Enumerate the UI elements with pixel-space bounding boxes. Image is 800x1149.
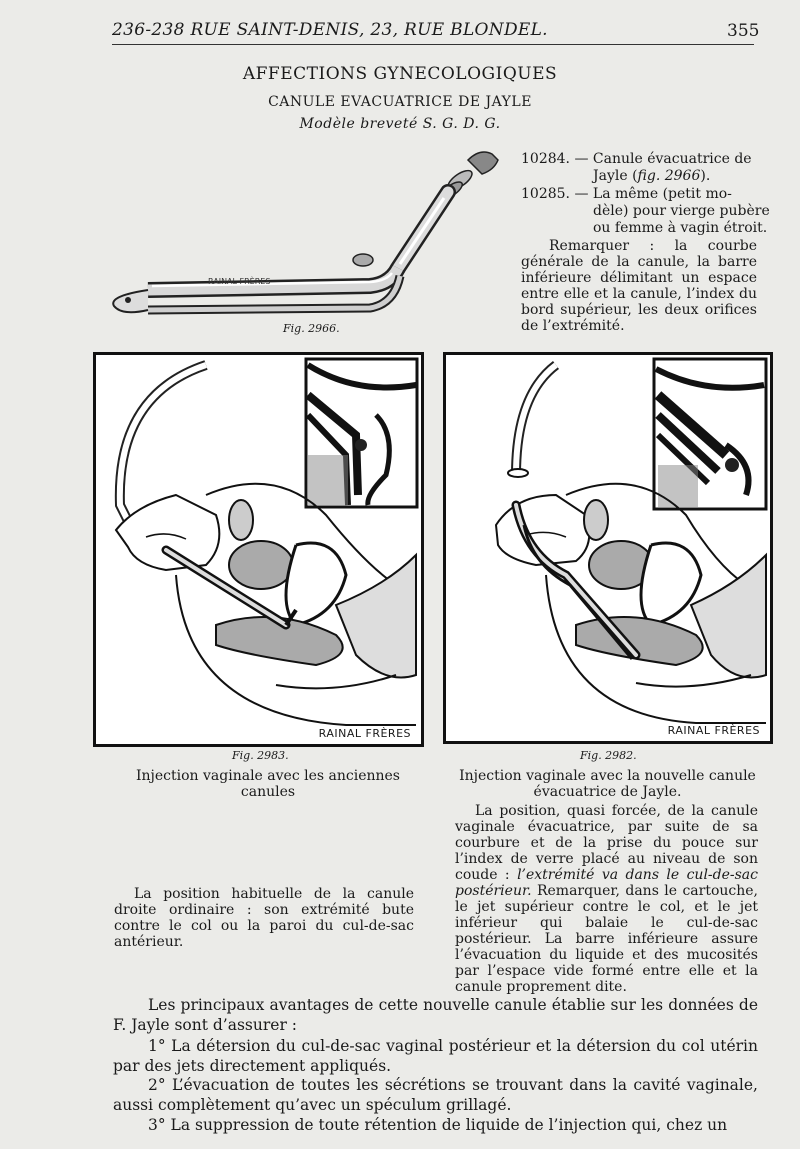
- ref-text: dèle) pour vierge pubère: [593, 203, 770, 219]
- advantage-3: 3° La suppression de toute rétention de liquide de l’injection qui, chez un: [148, 1116, 728, 1134]
- cannula-engraving: RAINAL FRÈRES: [208, 277, 271, 286]
- intro-paragraph: Les principaux avantages de cette nouvelle canule établie sur les données de F. Jayle sont d’assurer :: [113, 996, 758, 1034]
- remark-paragraph: Remarquer : la courbe générale de la canule, la barre inférieure délimitant un espace entre elle et la canule, l’index du bord supérieur, les deux orifices de l’extrémité.: [521, 238, 757, 334]
- ref-code: 10284.: [521, 151, 570, 167]
- section-title: AFFECTIONS GYNECOLOGIQUES: [242, 64, 558, 84]
- panel-left-caption: Injection vaginale avec les anciennes canules: [136, 768, 400, 800]
- figure-caption-2982: Fig. 2982.: [580, 749, 637, 762]
- advantage-2: 2° L’évacuation de toutes les sécrétions se trouvant dans la cavité vaginale, aussi complètement qu’avec un spéculum grillagé.: [113, 1076, 758, 1114]
- figure-panel-2983: [93, 352, 424, 747]
- illustrator-stamp: RAINAL FRÈRES: [318, 727, 411, 740]
- model-subtitle: Modèle breveté S. G. D. G.: [299, 116, 501, 132]
- ref-text: ou femme à vagin étroit.: [593, 220, 768, 236]
- panel-right-caption: Injection vaginale avec la nouvelle canule évacuatrice de Jayle.: [459, 768, 756, 800]
- running-header: 236-238 RUE SAINT-DENIS, 23, RUE BLONDEL.: [112, 20, 548, 40]
- page-number: 355: [727, 21, 760, 41]
- fig-ref: fig. 2966: [637, 168, 701, 184]
- ref-text: ).: [700, 168, 711, 184]
- desc-emphasis: l’extrémité va dans le cul-de-sac postérieur.: [455, 867, 758, 899]
- illustrator-stamp: RAINAL FRÈRES: [667, 724, 760, 737]
- ref-text: — Canule évacuatrice de: [574, 151, 752, 167]
- desc-text: La position, quasi forcée, de la canule vaginale évacuatrice, par suite de sa courbure et de la prise du pouce sur l’index de verre placé au niveau de son coude :: [455, 803, 758, 883]
- cannula-illustration: [108, 140, 508, 330]
- advantage-1: 1° La détersion du cul-de-sac vaginal postérieur et la détersion du col utérin par des jets directement appliqués.: [113, 1037, 758, 1075]
- figure-panel-2982: [443, 352, 773, 744]
- figure-caption-2983: Fig. 2983.: [232, 749, 289, 762]
- ref-text: Jayle (: [593, 168, 638, 184]
- ref-code: 10285.: [521, 186, 570, 202]
- anatomical-illustration-old-cannula: [96, 355, 421, 744]
- anatomical-illustration-new-cannula: [446, 355, 770, 741]
- header-rule: [112, 44, 754, 45]
- figure-caption-2966: Fig. 2966.: [283, 322, 340, 335]
- ref-text: — La même (petit mo-: [574, 186, 732, 202]
- product-title: CANULE EVACUATRICE DE JAYLE: [268, 94, 532, 110]
- product-ref-10284: [521, 151, 757, 185]
- product-ref-10285: [521, 186, 770, 237]
- desc-text: Remarquer, dans le cartouche, le jet supérieur contre le col, et le jet inférieur qui balaie le cul-de-sac postérieur. La barre inférieure assure l’évacuation du liquide et des mucosités par l’espace vide formé entre elle et la canule proprement dite.: [455, 883, 758, 995]
- panel-right-description: [455, 803, 758, 995]
- panel-left-description: La position habituelle de la canule droite ordinaire : son extrémité bute contre le col ou la paroi du cul-de-sac antérieur.: [114, 886, 414, 950]
